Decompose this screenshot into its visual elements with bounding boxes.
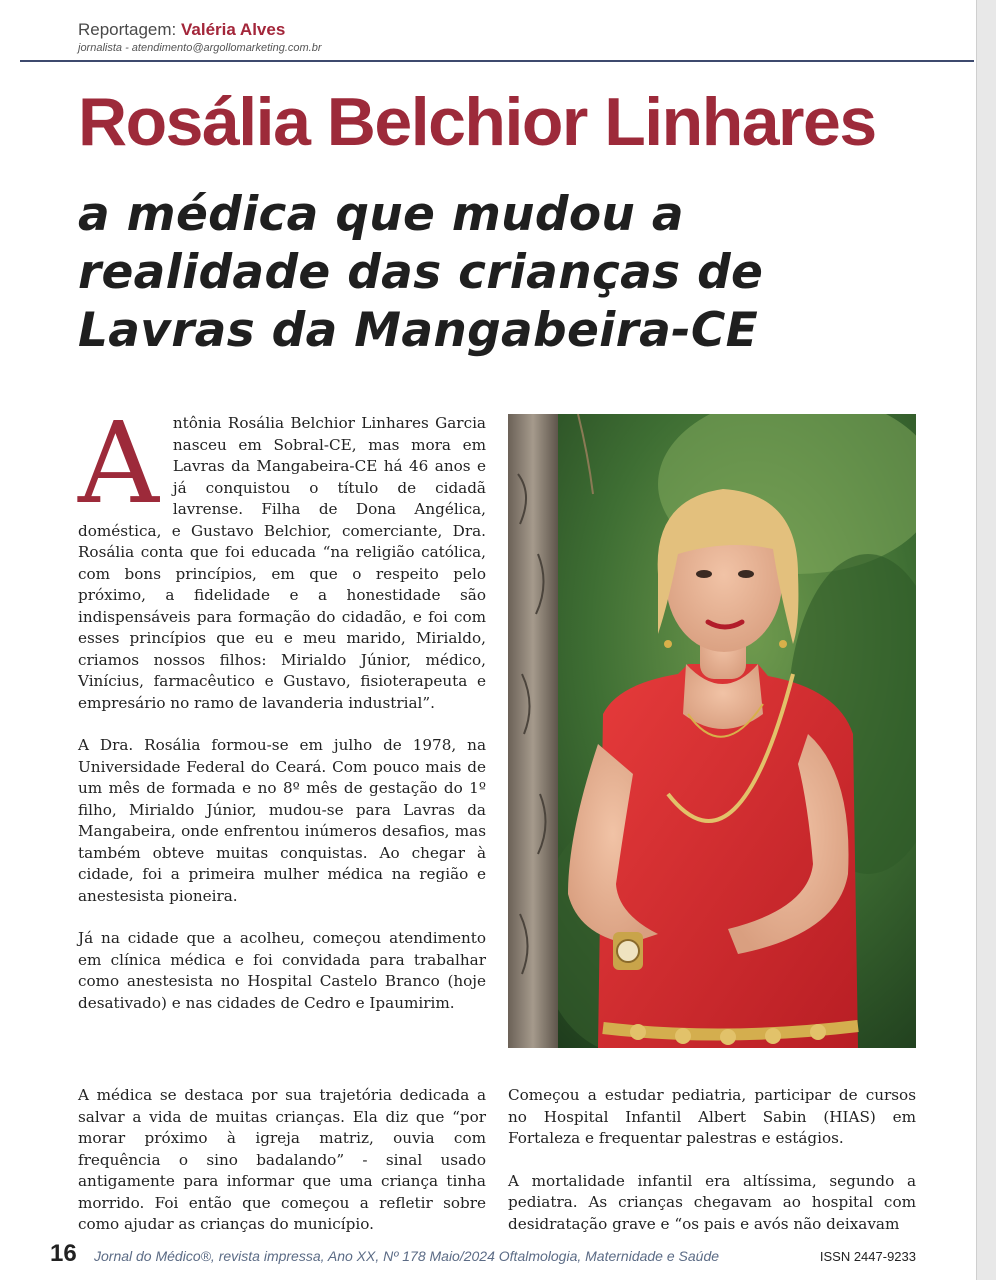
paragraph-3: Já na cidade que a acolheu, começou atendimento em clínica médica e foi convidada para trabalhar como anestesista no Hospital Castelo Branco (hoje desativado) e nas cidades de Cedro e Ipaumirim. <box>78 929 486 1012</box>
drop-cap: A <box>78 399 159 529</box>
reporter-name: Valéria Alves <box>181 20 286 39</box>
header-rule <box>20 60 974 62</box>
report-label: Reportagem: <box>78 20 177 39</box>
left-column-bottom <box>78 1085 486 1236</box>
page-edge <box>976 0 996 1280</box>
page-footer <box>50 1240 916 1272</box>
report-header <box>78 20 958 54</box>
paragraph-2: A Dra. Rosália formou-se em julho de 1978, na Universidade Federal do Ceará. Com pouco mais de um mês de formada e no 8º mês de gestação do 1º filho, Mirialdo Júnior, mudou-se para Lavras da Mangabeira, onde enfrentou inúmeros desafios, mas também obteve muitas conquistas. Ao chegar à cidade, foi a primeira mulher médica na região e anestesista pioneira. <box>78 736 486 905</box>
article-subtitle: a médica que mudou a realidade das crianças de Lavras da Mangabeira-CE <box>78 187 764 358</box>
paragraph-1: ntônia Rosália Belchior Linhares Garcia nasceu em Sobral-CE, mas mora em Lavras da Mangabeira-CE há 46 anos e já conquistou o título de cidadã lavrense. Filha de Dona Angélica, doméstica, e Gustavo Belchior, comerciante, Dra. Rosália conta que foi educada “na religião católica, com bons princípios, em que o respeito pelo próximo, a fidelidade e a honestidade são indispensáveis para formação do cidadão, e foi com esses princípios que eu e meu marido, Mirialdo, criamos nossos filhos: Mirialdo Júnior, médico, Vinícius, farmacêutico e Gustavo, fisioterapeuta e empresário no ramo de lavanderia industrial”. <box>78 414 486 712</box>
paragraph-intro <box>78 399 486 714</box>
issn-number: ISSN 2447-9233 <box>819 1249 916 1264</box>
reporter-credit: jornalista - atendimento@argollomarketing.com.br <box>78 42 322 54</box>
report-line <box>78 20 958 40</box>
journal-info: Jornal do Médico®, revista impressa, Ano XX, Nº 178 Maio/2024 Oftalmologia, Maternidade e Saúde <box>94 1248 720 1264</box>
page-number: 16 <box>50 1240 77 1267</box>
article-title: Rosália Belchior Linhares <box>78 84 876 160</box>
paragraph-6: A mortalidade infantil era altíssima, segundo a pediatra. As crianças chegavam ao hospital com desidratação grave e “os pais e avós não deixavam <box>508 1171 916 1233</box>
paragraph-5: Começou a estudar pediatria, participar de cursos no Hospital Infantil Albert Sabin (HIAS) em Fortaleza e frequentar palestras e estágios. <box>508 1086 916 1147</box>
portrait-photo <box>508 414 916 1048</box>
left-column <box>78 399 486 1035</box>
right-column-bottom <box>508 1085 916 1256</box>
paragraph-4: A médica se destaca por sua trajetória dedicada a salvar a vida de muitas crianças. Ela diz que “por morar próximo à igreja matriz, ouvia com frequência o sino badalando” - sinal usado antigamente para informar que uma criança tinha morrido. Foi então que começou a refletir sobre como ajudar as crianças do município. <box>78 1086 486 1233</box>
